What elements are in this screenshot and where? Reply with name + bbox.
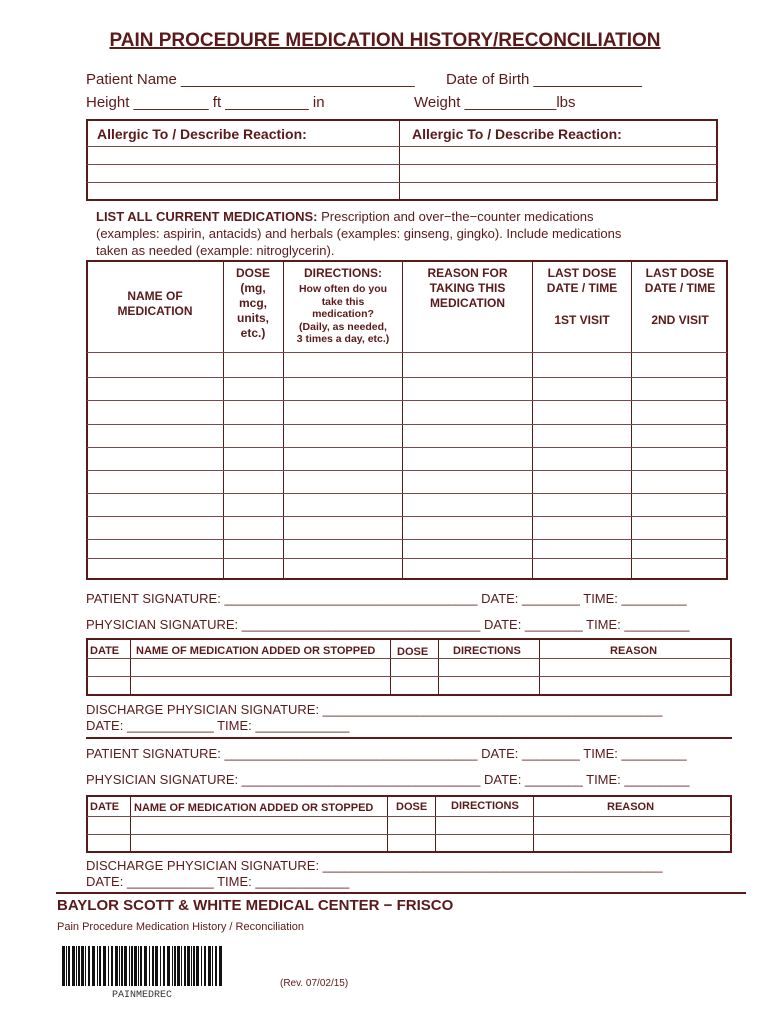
height-field[interactable]: Height _________ ft __________ in	[86, 94, 325, 111]
barcode-text: PAINMEDREC	[112, 990, 173, 1001]
physician-signature-line-1[interactable]: PHYSICIAN SIGNATURE: _________________________________ DATE: ________ TIME: _________	[86, 617, 690, 632]
added2-reason-header: REASON	[607, 801, 655, 813]
col-last-dose-1st-header: LAST DOSE DATE / TIME 1ST VISIT	[546, 266, 618, 327]
col-last-dose-2nd-header: LAST DOSE DATE / TIME 2ND VISIT	[644, 266, 716, 327]
added1-reason-header: REASON	[610, 645, 658, 657]
added1-date-header: DATE	[90, 645, 120, 657]
patient-name-field[interactable]: Patient Name ____________________________	[86, 71, 415, 88]
added2-name-header: NAME OF MEDICATION ADDED OR STOPPED	[134, 802, 374, 814]
form-subtitle: Pain Procedure Medication History / Reconciliation	[57, 921, 305, 933]
added2-directions-header: DIRECTIONS	[451, 800, 519, 812]
added1-directions-header: DIRECTIONS	[453, 645, 521, 657]
col-directions-header: DIRECTIONS: How often do you take this medication? (Daily, as needed, 3 times a day, etc.)	[296, 266, 390, 345]
col-name-header: NAME OF MEDICATION	[117, 289, 193, 318]
medication-instructions: LIST ALL CURRENT MEDICATIONS: Prescription and over−the−counter medications (examples: aspirin, antacids) and herbals (examples: ginseng, gingko). Include medications taken as needed (example: nitroglycerin).	[96, 209, 622, 258]
col-dose-header: DOSE (mg, mcg, units, etc.)	[235, 266, 270, 340]
discharge-signature-line-1[interactable]: DISCHARGE PHYSICIAN SIGNATURE: _______________________________________________	[86, 702, 663, 717]
allergy-header-left: Allergic To / Describe Reaction:	[97, 126, 307, 142]
organization-name: BAYLOR SCOTT & WHITE MEDICAL CENTER − FRISCO	[57, 897, 454, 914]
added1-name-header: NAME OF MEDICATION ADDED OR STOPPED	[136, 645, 376, 657]
patient-signature-line-2[interactable]: PATIENT SIGNATURE: ___________________________________ DATE: ________ TIME: _________	[86, 746, 687, 761]
added2-dose-header: DOSE	[396, 801, 428, 813]
weight-field[interactable]: Weight ___________lbs	[414, 94, 576, 111]
discharge-signature-line-2[interactable]: DISCHARGE PHYSICIAN SIGNATURE: _______________________________________________	[86, 858, 663, 873]
allergy-header-right: Allergic To / Describe Reaction:	[412, 126, 622, 142]
added2-date-header: DATE	[90, 801, 120, 813]
page-title: PAIN PROCEDURE MEDICATION HISTORY/RECONCILIATION	[109, 30, 661, 51]
revision-label: (Rev. 07/02/15)	[280, 978, 349, 989]
barcode-icon	[60, 944, 226, 988]
discharge-date-time-1[interactable]: DATE: ____________ TIME: _____________	[86, 718, 350, 733]
added1-dose-header: DOSE	[397, 646, 429, 658]
discharge-date-time-2[interactable]: DATE: ____________ TIME: _____________	[86, 874, 350, 889]
physician-signature-line-2[interactable]: PHYSICIAN SIGNATURE: _________________________________ DATE: ________ TIME: _________	[86, 772, 690, 787]
col-reason-header: REASON FOR TAKING THIS MEDICATION	[427, 266, 508, 310]
date-of-birth-field[interactable]: Date of Birth _____________	[446, 71, 642, 88]
patient-signature-line-1[interactable]: PATIENT SIGNATURE: ___________________________________ DATE: ________ TIME: _________	[86, 591, 687, 606]
